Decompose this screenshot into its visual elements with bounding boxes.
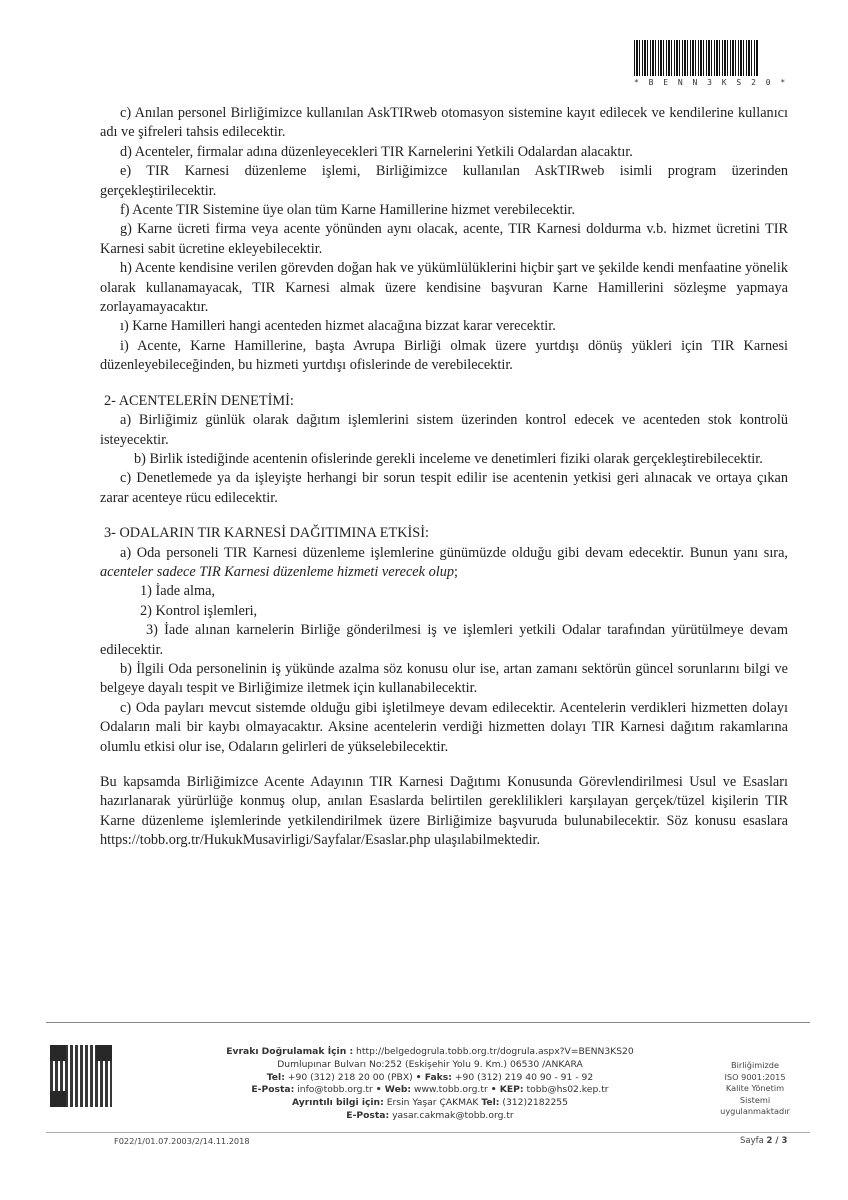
web-link[interactable]: www.tobb.org.tr (411, 1084, 491, 1096)
verify-link[interactable]: http://belgedogrula.tobb.org.tr/dogrula.aspx?V=BENN3KS20 (353, 1046, 634, 1057)
list-item-2: 2) Kontrol işlemleri, (140, 602, 258, 619)
document-barcode (634, 40, 788, 90)
item-f: f) Acente TIR Sistemine üye olan tüm Karne Hamillerine hizmet verebilecektir. (120, 202, 576, 219)
section-3-item-a-italic: acenteler sadece TIR Karnesi düzenleme hizmeti verecek olup (100, 563, 454, 580)
page-number: Sayfa 2 / 3 (740, 1136, 788, 1146)
email-line: E-Posta: info@tobb.org.tr • Web: www.tobb.org.tr • KEP: tobb@hs02.kep.tr (251, 1084, 609, 1096)
barcode-code: * B E N N 3 K S 2 0 * (634, 78, 788, 87)
closing-paragraph: Bu kapsamda Birliğimizce Acente Adayının TIR Karnesi Dağıtımı Konusunda Görevlendirilmesi Usul ve Esasları hazırlanarak yürürlüğe konmuş olup, anılan Esaslarda belirtilen gereklilikleri karşılayan gerçek/tüzel kişilerin TIR Karne düzenleme işlemlerinde yetkilendirilmek üzere Birliğimize başvuruda bulunabilecektir. Söz konusu esaslara https://tobb.org.tr/HukukMusavirligi/Sayfalar/Esaslar.php ulaşılabilmektedir. (100, 774, 788, 849)
section-3-heading: 3- ODALARIN TIR KARNESİ DAĞITIMINA ETKİSİ: (104, 525, 429, 542)
form-code: F022/1/01.07.2003/2/14.11.2018 (114, 1136, 250, 1146)
section-2-item-a: a) Birliğimiz günlük olarak dağıtım işlemlerini sistem üzerinden kontrol edecek ve acenteden stok kontrolü isteyecektir. (100, 412, 788, 448)
contact-email-line: E-Posta: yasar.cakmak@tobb.org.tr (346, 1109, 514, 1121)
barcode-bars (634, 40, 758, 76)
verify-line: Evrakı Doğrulamak İçin : http://belgedogrula.tobb.org.tr/dogrula.aspx?V=BENN3KS20 (226, 1046, 634, 1057)
footer-divider (46, 1022, 810, 1023)
contact-line: Ayrıntılı bilgi için: Ersin Yaşar ÇAKMAK Tel: (312)2182255 (291, 1097, 568, 1109)
footer-contact (180, 1046, 680, 1123)
section-3-item-b: b) İlgili Oda personelinin iş yükünde azalma söz konusu olur ise, artan zamanı sektörün güncel sorunlarını bilgi ve belgeye dayalı tespit ve Birliğimize iletmek için kullanabilecektir. (100, 660, 788, 697)
item-c: c) Anılan personel Birliğimizce kullanılan AskTIRweb otomasyon sistemine kayıt edilecek ve kendilerine kullanıcı adı ve şifreleri tahsis edilecektir. (100, 105, 788, 141)
email-link[interactable]: info@tobb.org.tr (294, 1084, 376, 1096)
item-h: h) Acente kendisine verilen görevden doğan hak ve yükümlülüklerini hiçbir şart ve şekilde kendi menfaatine yönelik olarak kullanamayacak, TIR Karnesi almak üzere kendisine başvuran Karne Hamillerini sözleşme yapmaya zorlayamayacaktır. (100, 260, 788, 316)
phone-line: Tel: +90 (312) 218 20 00 (PBX) • Faks: +90 (312) 219 40 90 - 91 - 92 (266, 1071, 594, 1083)
document-body (100, 104, 788, 851)
contact-email-link[interactable]: yasar.cakmak@tobb.org.tr (389, 1109, 514, 1121)
section-2-item-c: c) Denetlemede ya da işleyişte herhangi bir sorun tespit edilir ise acentenin yetkisi geri alınacak ve ortaya çıkan zarar acenteye rücu edilecektir. (100, 470, 788, 506)
section-3-item-a: a) Oda personeli TIR Karnesi düzenleme işlemlerine günümüzde olduğu gibi devam edecektir. Bunun yanı sıra, acenteler sadece TIR Karnesi düzenleme hizmeti verecek olup; (100, 544, 788, 580)
list-item-3: 3) İade alınan karnelerin Birliğe gönderilmesi iş ve işlemleri yetkili Odalar tarafından yürütülmeye devam edilecektir. (100, 622, 788, 658)
section-2-item-b: b) Birlik istediğinde acentenin ofislerinde gerekli inceleme ve denetimleri fiziki olarak gerçekleştirebilecektir. (134, 450, 763, 467)
iso-notice: Birliğimizde ISO 9001:2015 Kalite Yönetim Sistemi uygulanmaktadır (720, 1060, 790, 1116)
item-i-dotless: ı) Karne Hamilleri hangi acenteden hizmet alacağına bizzat karar verecektir. (120, 318, 556, 335)
address-line: Dumlupınar Bulvarı No:252 (Eskişehir Yolu 9. Km.) 06530 /ANKARA (277, 1058, 583, 1070)
item-g: g) Karne ücreti firma veya acente yönünden aynı olacak, acente, TIR Karnesi doldurma v.b. hizmet ücretini TIR Karnesi sabit ücretine ekleyebilecektir. (100, 221, 788, 257)
item-d: d) Acenteler, firmalar adına düzenleyecekleri TIR Karnelerini Yetkili Odalardan alacaktır. (120, 143, 633, 160)
section-3-item-c: c) Oda payları mevcut sistemde olduğu gibi işletilmeye devam edilecektir. Acentelerin verdikleri hizmetten dolayı Odaların mali bir kaybı olmayacaktır. Aksine acentelerin verdiği hizmetten dolayı TIR Karnesi dağıtım rakamlarına olumlu etkisi olur ise, Odaların gelirleri de yükselebilecektir. (100, 699, 788, 755)
list-item-1: 1) İade alma, (140, 583, 216, 600)
qr-code-icon (50, 1045, 112, 1107)
item-e: e) TIR Karnesi düzenleme işlemi, Birliğimizce kullanılan AskTIRweb isimli program üzerinden gerçekleştirilecektir. (100, 163, 788, 199)
section-2-heading: 2- ACENTELERİN DENETİMİ: (104, 392, 294, 409)
footer-bottom-divider (46, 1132, 810, 1133)
item-i: i) Acente, Karne Hamillerine, başta Avrupa Birliği olmak üzere yurtdışı dönüş yükleri için TIR Karnesi düzenleyebileceğinden, bu hizmeti yurtdışı ofislerinde de verebilecektir. (100, 337, 788, 374)
